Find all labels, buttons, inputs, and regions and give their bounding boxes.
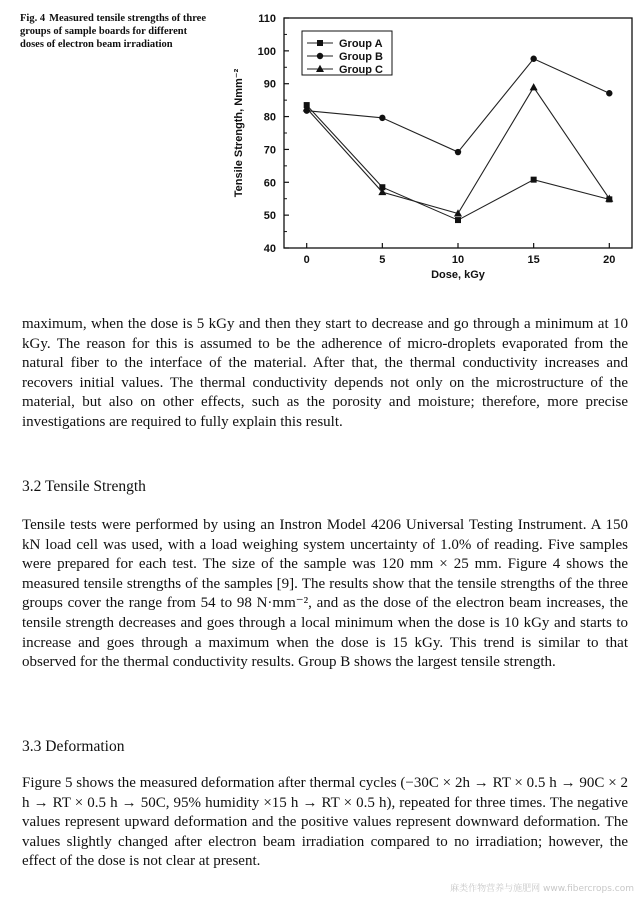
x-tick-label: 5 — [379, 254, 386, 266]
data-point — [606, 90, 612, 96]
y-tick-label: 90 — [263, 78, 276, 91]
data-point — [531, 177, 537, 183]
x-tick-label: 15 — [527, 254, 540, 266]
data-point — [455, 149, 461, 155]
legend-marker — [317, 40, 323, 46]
y-tick-label: 40 — [263, 243, 276, 255]
legend-label: Group B — [339, 51, 383, 63]
x-tick-label: 20 — [603, 254, 616, 266]
data-point — [530, 83, 538, 90]
x-axis-ticks — [304, 243, 616, 266]
watermark: 麻类作物营养与施肥网 www.fibercrops.com — [450, 884, 634, 894]
x-tick-label: 0 — [303, 254, 310, 266]
y-tick-label: 60 — [263, 177, 276, 190]
legend — [302, 31, 392, 76]
data-point — [530, 56, 536, 62]
paragraph-deformation: Figure 5 shows the measured deformation after thermal cycles (−30C × 2h → RT × 0.5 h → 90C × 2 h → RT × 0.5 h → 50C, 95% humidity ×15 h → RT × 0.5 h), repeated for three times. The negative values represent upward deformation and the positive values represent downward deformation. The values slightly changed after electron beam irradiation compared to no irradiation; however, the effect of the dose is not clear at present. — [22, 775, 628, 870]
legend-marker — [317, 53, 323, 59]
figure-caption — [20, 12, 210, 51]
series-group-a — [304, 102, 613, 223]
y-tick-label: 70 — [263, 144, 276, 157]
section-heading-deformation: 3.3 Deformation — [22, 738, 125, 755]
y-tick-label: 50 — [263, 210, 276, 223]
legend-label: Group C — [339, 64, 383, 76]
x-axis-label: Dose, kGy — [431, 269, 485, 281]
figure-caption-text: Measured tensile strengths of three groups of sample boards for different doses of electron beam irradiation — [20, 13, 206, 50]
y-axis-label: Tensile Strength, Nmm⁻² — [233, 68, 245, 198]
figure-number: Fig. 4 — [20, 13, 46, 24]
x-tick-label: 10 — [451, 254, 465, 266]
paragraph-tensile-strength: Tensile tests were performed by using an Instron Model 4206 Universal Testing Instrument. A 150 kN load cell was used, with a load weighing system uncertainty of 1.0% of reading. Five samples were prepared for each test. The size of the sample was 120 mm × 25 mm. Figure 4 shows the measured tensile strengths of the samples [9]. The results show that the tensile strengths of the three groups cover the range from 54 to 98 N·mm⁻², and as the dose of the electron beam increases, the tensile strength decreases and goes through a local minimum when the dose is 10 kGy and starts to increase and goes through a maximum when the dose is 15 kGy. This trend is similar to that observed for the thermal conductivity results. Group B shows the largest tensile strength. — [22, 517, 628, 671]
series-line — [307, 105, 610, 220]
legend-label: Group A — [339, 38, 383, 50]
data-point — [455, 217, 461, 223]
paragraph-thermal-conductivity: maximum, when the dose is 5 kGy and then they start to decrease and go through a minimum at 10 kGy. The reason for this is assumed to be the adherence of micro-droplets evaporated from the natural fiber to the interface of the material. After that, the thermal conductivity increases and recovers initial values. The thermal conductivity depends not only on the microstructure of the material, but also on other effects, such as the porosity and moisture; therefore, more precise investigations are required to fully explain this result. — [22, 316, 628, 430]
series-layer — [303, 56, 614, 224]
data-point — [379, 115, 385, 121]
tensile-strength-chart — [215, 0, 640, 290]
y-tick-label: 100 — [257, 45, 276, 58]
section-heading-tensile-strength: 3.2 Tensile Strength — [22, 478, 146, 495]
y-tick-label: 80 — [263, 111, 276, 124]
y-tick-label: 110 — [258, 13, 276, 25]
